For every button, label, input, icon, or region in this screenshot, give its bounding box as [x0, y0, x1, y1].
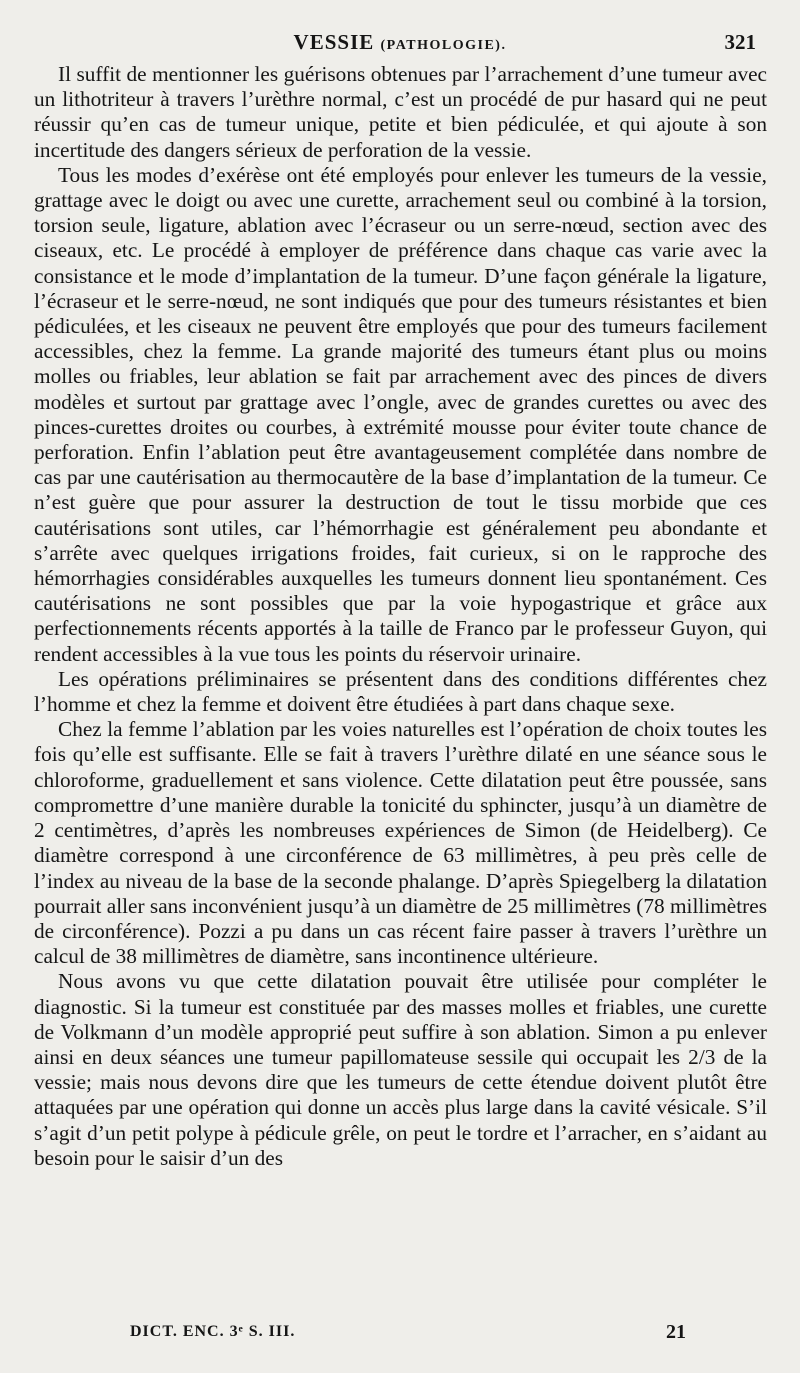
running-title — [0, 30, 800, 55]
running-header — [0, 28, 800, 58]
printer-signature: DICT. ENC. 3ᵉ S. III. — [130, 1323, 296, 1340]
paragraph: Il suffit de mentionner les guérisons obtenues par l’arrachement d’une tumeur avec un lithotriteur à travers l’urèthre normal, c’est un procédé de pur hasard qui ne peut réussir qu’en cas de tumeur unique, petite et bien pédiculée, et qui ajoute à son incertitude des dangers sérieux de perforation de la vessie. — [34, 62, 767, 162]
page-footer — [0, 1323, 800, 1353]
paragraph: Tous les modes d’exérèse ont été employés pour enlever les tumeurs de la vessie, grattage avec le doigt ou avec une curette, arrachement seul ou combiné à la torsion, torsion seule, ligature, ablation avec l’écraseur ou un serre-nœud, section avec des ciseaux, etc. Le procédé à employer de préférence dans chaque cas varie avec la consistance et le mode d’implantation de la tumeur. D’une façon générale la ligature, l’écraseur et le serre-nœud, ne sont indiqués que pour des tumeurs résistantes et bien pédiculées, et les ciseaux ne peuvent être employés que pour des tumeurs facilement accessibles, chez la femme. La grande majorité des tumeurs étant plus ou moins molles ou friables, leur ablation se fait par arrachement avec des pinces de divers modèles et surtout par grattage avec l’ongle, avec de grandes curettes ou avec des pinces-curettes droites ou courbes, à extrémité mousse pour éviter toute chance de perforation. Enfin l’ablation peut être avantageusement complétée dans nombre de cas par une cautérisation au thermocautère de la base d’implantation de la tumeur. Ce n’est guère que pour assurer la destruction de tout le tissu morbide que ces cautérisations sont utiles, car l’hémorrhagie est généralement peu abondante et s’arrête avec quelques irrigations froides, fait curieux, si on le rapproche des hémorrhagies considérables auxquelles les tumeurs donnent lieu spontanément. Ces cautérisations ne sont possibles que par la voie hypogastrique et grâce aux perfectionnements récents apportés à la taille de Franco par le professeur Guyon, qui rendent accessibles à la vue tous les points du réservoir urinaire. — [34, 162, 767, 666]
running-title-sub: (PATHOLOGIE). — [380, 38, 507, 53]
running-title-main: VESSIE — [293, 30, 375, 54]
page-number: 321 — [724, 30, 756, 54]
body-text — [34, 62, 767, 1171]
paragraph: Chez la femme l’ablation par les voies naturelles est l’opération de choix toutes les fois qu’elle est suffisante. Elle se fait à travers l’urèthre dilaté en une séance sous le chloroforme, graduellement et sans violence. Cette dilatation peut être poussée, sans compromettre d’une manière durable la tonicité du sphincter, jusqu’à un diamètre de 2 centimètres, d’après les nombreuses expériences de Simon (de Heidelberg). Ce diamètre correspond à une circonférence de 63 millimètres, à peu près celle de l’index au niveau de la base de la seconde phalange. D’après Spiegelberg la dilatation pourrait aller sans inconvénient jusqu’à un diamètre de 25 millimètres (78 millimètres de circonférence). Pozzi a pu dans un cas récent faire passer à travers l’urèthre un calcul de 38 millimètres de diamètre, sans incontinence ultérieure. — [34, 717, 767, 969]
paragraph: Nous avons vu que cette dilatation pouvait être utilisée pour compléter le diagnostic. Si la tumeur est constituée par des masses molles et friables, une curette de Volkmann d’un modèle approprié peut suffire à son ablation. Simon a pu enlever ainsi en deux séances une tumeur papillomateuse sessile qui occupait les 2/3 de la vessie; mais nous devons dire que les tumeurs de cette étendue doivent plutôt être attaquées par une opération qui donne un accès plus large dans la cavité vésicale. S’il s’agit d’un petit polype à pédicule grêle, on peut le tordre et l’arracher, en s’aidant au besoin pour le saisir d’un des — [34, 969, 767, 1170]
paragraph: Les opérations préliminaires se présentent dans des conditions différentes chez l’homme et chez la femme et doivent être étudiées à part dans chaque sexe. — [34, 666, 767, 717]
sheet-number: 21 — [666, 1321, 686, 1343]
